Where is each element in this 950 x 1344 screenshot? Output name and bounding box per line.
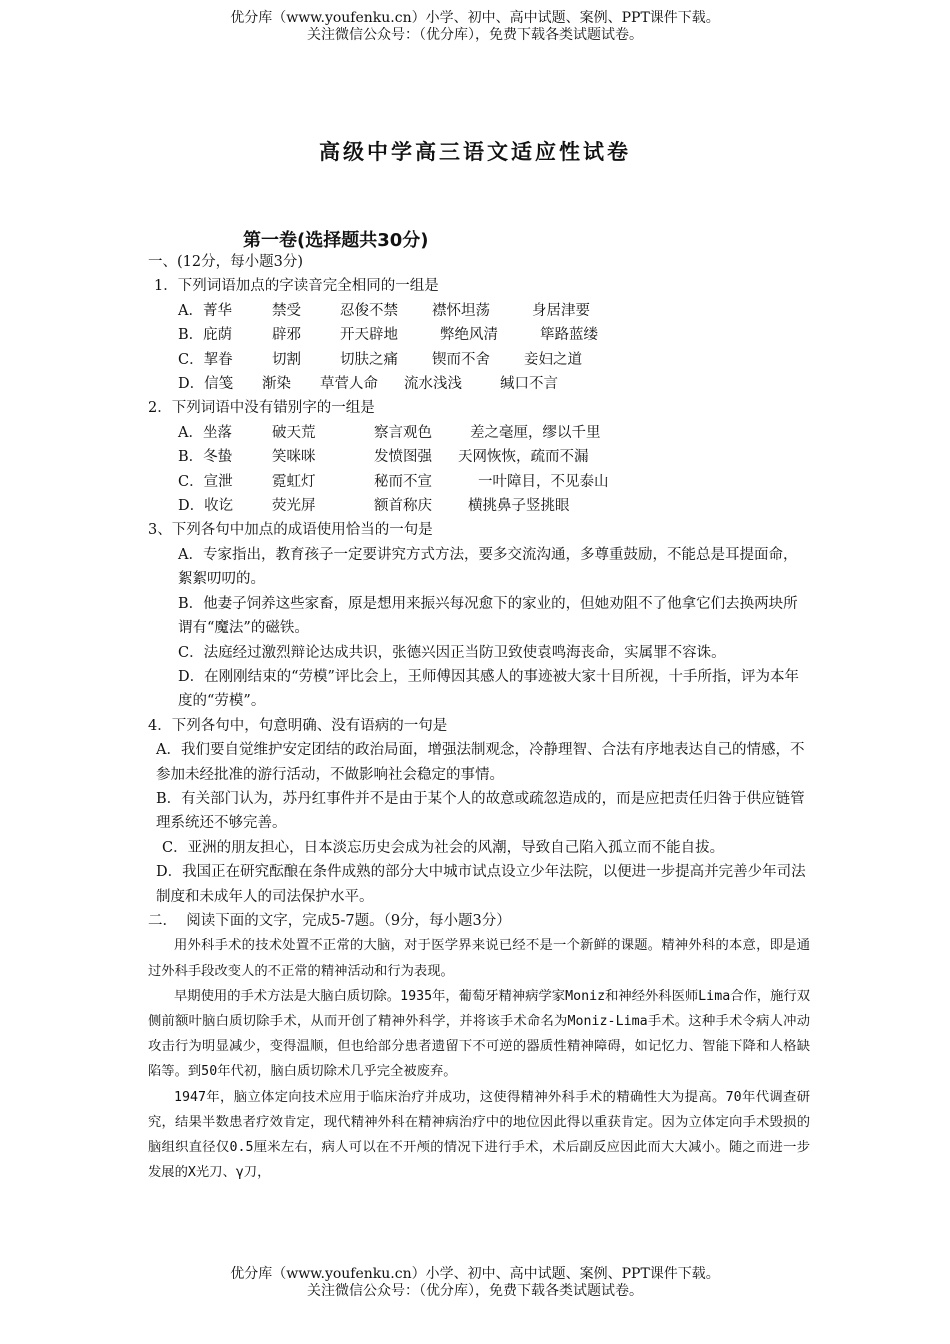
q1-option-c: C．挈眷 切割 切肤之痛 锲而不舍 妾妇之道	[178, 351, 582, 368]
q3-stem: 3、下列各句中加点的成语使用恰当的一句是	[148, 522, 433, 539]
q4-option-c: C．亚洲的朋友担心，日本淡忘历史会成为社会的风潮，导致自己陷入孤立而不能自拔。	[162, 839, 725, 856]
q4-option-d: D．我国正在研究酝酿在条件成熟的部分大中城市试点设立少年法院，以便进一步提高并完善少年司法制度和未成年人的司法保护水平。	[156, 864, 806, 905]
header-line-2: 关注微信公众号：（优分库），免费下载各类试题试卷。	[307, 27, 643, 43]
reading-passage	[148, 933, 810, 1185]
q3-option-d: D．在刚刚结束的“劳模”评比会上，王师傅因其感人的事迹被大家十目所视，十手所指，评为本年度的“劳模”。	[178, 668, 799, 710]
passage-paragraph: 用外科手术的技术处置不正常的大脑，对于医学界来说已经不是一个新鲜的课题。精神外科的本意，即是通过外科手段改变人的不正常的精神活动和行为表现。	[148, 938, 810, 979]
q1-option-b: B．庇荫 辟邪 开天辟地 弊绝风清 筚路蓝缕	[178, 327, 598, 344]
passage-paragraph: 早期使用的手术方法是大脑白质切除。1935年，葡萄牙精神病学家Moniz和神经外科医师Lima合作，施行双侧前额叶脑白质切除手术，从而开创了精神外科学，并将该手术命名为Moniz-Lima手术。这种手术令病人冲动攻击行为明显减少，变得温顺，但也给部分患者遗留下不可逆的器质性精神障碍，如记忆力、智能下降和人格缺陷等。到50年代初，脑白质切除术几乎完全被废弃。	[148, 988, 810, 1080]
q4-stem: 4．下列各句中，句意明确、没有语病的一句是	[148, 717, 448, 734]
q2-option-b: B．冬蛰 笑咪咪 发愤图强 天网恢恢，疏而不漏	[178, 449, 589, 466]
passage-paragraph: 1947年，脑立体定向技术应用于临床治疗并成功，这使得精神外科手术的精确性大为提高。70年代调查研究，结果半数患者疗效肯定，现代精神外科在精神病治疗中的地位因此得以重获肯定。因为立体定向手术毁损的脑组织直径仅0.5厘米左右，病人可以在不开颅的情况下进行手术，术后副反应因此而大大减小。随之而进一步发展的X光刀、γ刀，	[148, 1089, 810, 1181]
q2-option-c: C．宣泄 霓虹灯 秘而不宣 一叶障目，不见泰山	[178, 473, 609, 490]
section-title: 第一卷(选择题共30分)	[243, 230, 429, 251]
q2-stem: 2．下列词语中没有错别字的一组是	[148, 400, 375, 417]
exam-title: 高级中学高三语文适应性试卷	[319, 139, 631, 164]
q2-option-a: A．坐落 破天荒 察言观色 差之毫厘，缪以千里	[178, 424, 601, 441]
header-line-1: 优分库（www.youfenku.cn）小学、初中、高中试题、案例、PPT课件下载。	[230, 10, 720, 26]
footer-line-2: 关注微信公众号：（优分库），免费下载各类试题试卷。	[307, 1283, 643, 1299]
footer-line-1: 优分库（www.youfenku.cn）小学、初中、高中试题、案例、PPT课件下载。	[230, 1266, 720, 1282]
page-footer	[0, 1266, 950, 1300]
page-header	[0, 10, 950, 44]
part2-heading: 二． 阅读下面的文字，完成5-7题。（9分，每小题3分）	[148, 912, 511, 929]
q2-option-d: D．收讫 荧光屏 额首称庆 横挑鼻子竖挑眼	[178, 498, 570, 515]
q4-option-a: A．我们要自觉维护安定团结的政治局面，增强法制观念，冷静理智、合法有序地表达自己的情感，不参加未经批准的游行活动，不做影响社会稳定的事情。	[156, 742, 805, 783]
q1-option-d: D．信笺 渐染 草菅人命 流水浅浅 缄口不言	[178, 376, 558, 393]
q1-stem: 1．下列词语加点的字读音完全相同的一组是	[154, 278, 439, 295]
exam-content	[148, 250, 810, 1185]
q3-option-a: A．专家指出，教育孩子一定要讲究方式方法，要多交流沟通，多尊重鼓励，不能总是耳提面命，絮絮叨叨的。	[178, 546, 798, 588]
q3-option-c: C．法庭经过激烈辩论达成共识，张德兴因正当防卫致使袁鸣海丧命，实属罪不容诛。	[178, 644, 726, 661]
part1-heading: 一、(12分，每小题3分)	[148, 254, 303, 270]
q4-option-b: B．有关部门认为，苏丹红事件并不是由于某个人的故意或疏忽造成的，而是应把责任归咎于供应链管理系统还不够完善。	[156, 790, 805, 832]
q3-option-b: B．他妻子饲养这些家畜，原是想用来振兴每况愈下的家业的，但她劝阻不了他拿它们去换两块所谓有“魔法”的磁铁。	[178, 595, 798, 637]
q1-option-a: A．菁华 禁受 忍俊不禁 襟怀坦荡 身居津要	[178, 302, 590, 319]
